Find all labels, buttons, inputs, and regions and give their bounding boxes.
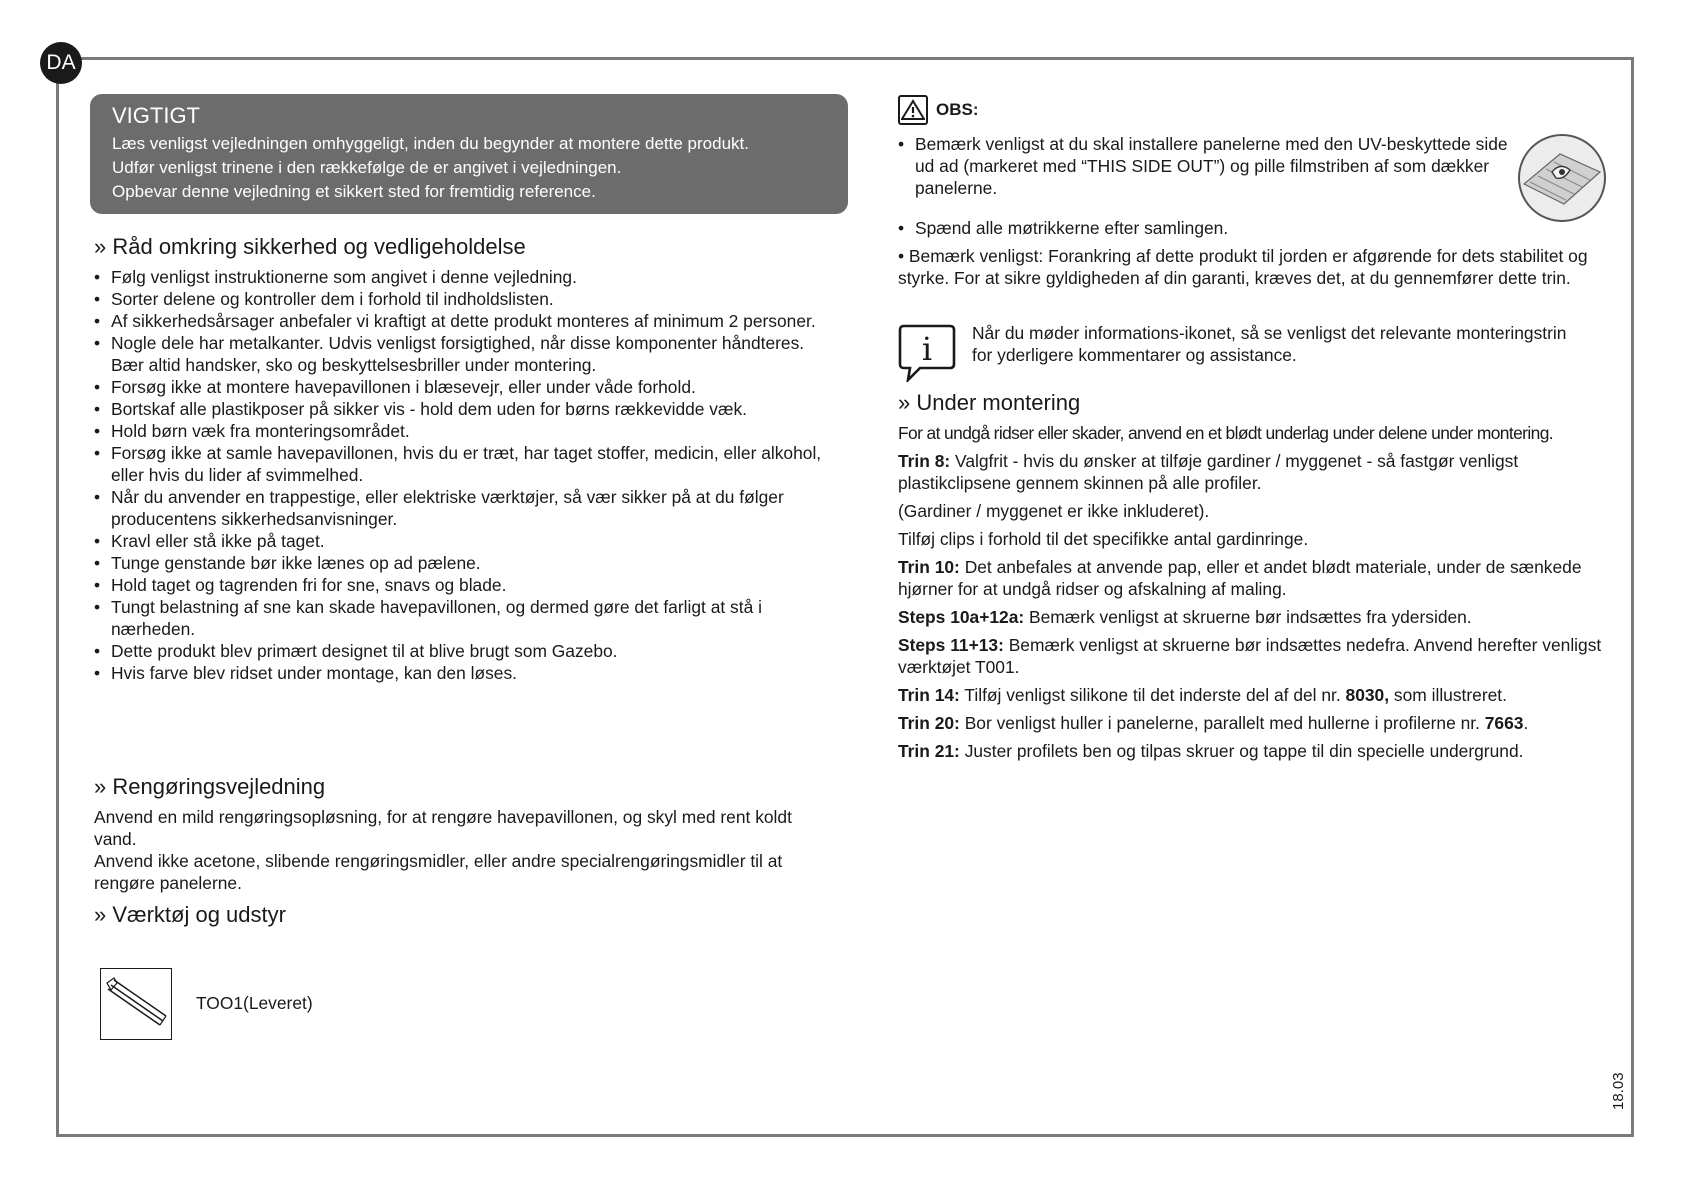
step-note: Tilføj clips i forhold til det specifikke antal gardinringe. <box>898 529 1309 549</box>
assembly-heading: » Under montering <box>898 390 1081 415</box>
safety-item: • Sorter delene og kontroller dem i forhold til indholdslisten. <box>94 288 834 310</box>
safety-item: • Af sikkerhedsårsager anbefaler vi kraftigt at dette produkt monteres af minimum 2 personer. <box>94 310 834 332</box>
important-notice <box>90 94 848 214</box>
safety-item: • Hold børn væk fra monteringsområdet. <box>94 420 834 442</box>
step-10a-12a: Steps 10a+12a: Bemærk venligst at skruerne bør indsættes fra ydersiden. <box>898 607 1472 627</box>
cleaning-section <box>94 774 834 894</box>
safety-heading: » Råd omkring sikkerhed og vedligeholdelse <box>94 234 526 259</box>
safety-item: • Når du anvender en trappestige, eller elektriske værktøjer, så vær sikker på at du følger producentens sikkerhedsanvisninger. <box>94 486 834 530</box>
obs-items <box>898 217 1606 289</box>
safety-item: • Hold taget og tagrenden fri for sne, snavs og blade. <box>94 574 834 596</box>
info-icon <box>898 322 956 382</box>
safety-item: • Nogle dele har metalkanter. Udvis venligst forsigtighed, når disse komponenter håndteres. Bær altid handsker, sko og beskyttelsesbriller under montering. <box>94 332 834 376</box>
safety-item: • Følg venligst instruktionerne som angivet i denne vejledning. <box>94 266 834 288</box>
cleaning-para: Anvend ikke acetone, slibende rengøringsmidler, eller andre specialrengøringsmidler til at rengøre panelerne. <box>94 851 783 893</box>
safety-section <box>94 234 834 684</box>
important-title: VIGTIGT <box>112 103 200 128</box>
obs-item: • Bemærk venligst at du skal installere panelerne med den UV-beskyttede side ud ad (markeret med “THIS SIDE OUT”) og pille filmstriben af som dækker panelerne. <box>898 133 1518 199</box>
important-line: Opbevar denne vejledning et sikkert sted for fremtidig reference. <box>112 182 596 201</box>
important-line: Læs venligst vejledningen omhyggeligt, inden du begynder at montere dette produkt. <box>112 134 749 153</box>
hex-key-icon <box>101 969 171 1039</box>
obs-item-1 <box>898 133 1518 199</box>
panel-film-icon <box>1516 132 1608 224</box>
safety-list <box>94 266 834 684</box>
important-line: Udfør venligst trinene i den rækkefølge de er angivet i vejledningen. <box>112 158 622 177</box>
info-text: Når du møder informations-ikonet, så se venligst det relevante monteringstrin for yderligere kommentarer og assistance. <box>972 323 1567 365</box>
safety-item: • Bortskaf alle plastikposer på sikker vis - hold dem uden for børns rækkevidde væk. <box>94 398 834 420</box>
safety-item: • Hvis farve blev ridset under montage, kan den løses. <box>94 662 834 684</box>
safety-item: • Tunge genstande bør ikke lænes op ad pælene. <box>94 552 834 574</box>
safety-item: • Kravl eller stå ikke på taget. <box>94 530 834 552</box>
safety-item: • Dette produkt blev primært designet til at blive brugt som Gazebo. <box>94 640 834 662</box>
info-note <box>898 322 1572 382</box>
safety-item: • Forsøg ikke at montere havepavillonen i blæsevejr, eller under våde forhold. <box>94 376 834 398</box>
step-11-13: Steps 11+13: Bemærk venligst at skruerne bør indsættes nedefra. Anvend herefter venligst værktøjet T001. <box>898 635 1602 677</box>
step-trin-8: Trin 8: Valgfrit - hvis du ønsker at tilføje gardiner / myggenet - så fastgør venligst plastikclipsene gennem skinnen på alle profiler. <box>898 451 1519 493</box>
cleaning-para: Anvend en mild rengøringsopløsning, for at rengøre havepavillonen, og skyl med rent koldt vand. <box>94 807 792 849</box>
step-trin-10: Trin 10: Det anbefales at anvende pap, eller et andet blødt materiale, under de sænkede hjørner for at undgå ridser og afskalning af maling. <box>898 557 1582 599</box>
step-trin-14: Trin 14: Tilføj venligst silikone til det inderste del af del nr. 8030, som illustreret. <box>898 685 1507 705</box>
page-number: 18.03 <box>1610 1072 1627 1110</box>
assembly-intro: For at undgå ridser eller skader, anvend en et blødt underlag under delene under montering. <box>898 423 1554 443</box>
obs-title: OBS: <box>936 100 979 119</box>
safety-item: • Forsøg ikke at samle havepavillonen, hvis du er træt, har taget stoffer, medicin, eller alkohol, eller hvis du lider af svimmelhed. <box>94 442 834 486</box>
tool-illustration <box>100 968 172 1040</box>
obs-item: • Bemærk venligst: Forankring af dette produkt til jorden er afgørende for dets stabilitet og styrke. For at sikre gyldigheden af din garanti, kræves det, at du gennemfører dette trin. <box>898 246 1588 288</box>
obs-header <box>898 95 979 125</box>
assembly-section <box>898 390 1606 768</box>
step-trin-21: Trin 21: Juster profilets ben og tilpas skruer og tappe til din specielle undergrund. <box>898 741 1524 761</box>
tool-label: TOO1(Leveret) <box>196 993 313 1013</box>
svg-text:i: i <box>921 330 933 368</box>
safety-item: • Tungt belastning af sne kan skade havepavillonen, og dermed gøre det farligt at stå i nærheden. <box>94 596 834 640</box>
language-badge: DA <box>40 42 82 84</box>
step-trin-20: Trin 20: Bor venligst huller i panelerne, parallelt med hullerne i profilerne nr. 7663. <box>898 713 1529 733</box>
cleaning-heading: » Rengøringsvejledning <box>94 774 326 799</box>
warning-icon <box>898 95 928 125</box>
step-note: (Gardiner / myggenet er ikke inkluderet). <box>898 501 1210 521</box>
obs-item: • Spænd alle møtrikkerne efter samlingen. <box>898 217 1606 239</box>
tools-section <box>94 902 834 934</box>
tools-heading: » Værktøj og udstyr <box>94 902 286 927</box>
